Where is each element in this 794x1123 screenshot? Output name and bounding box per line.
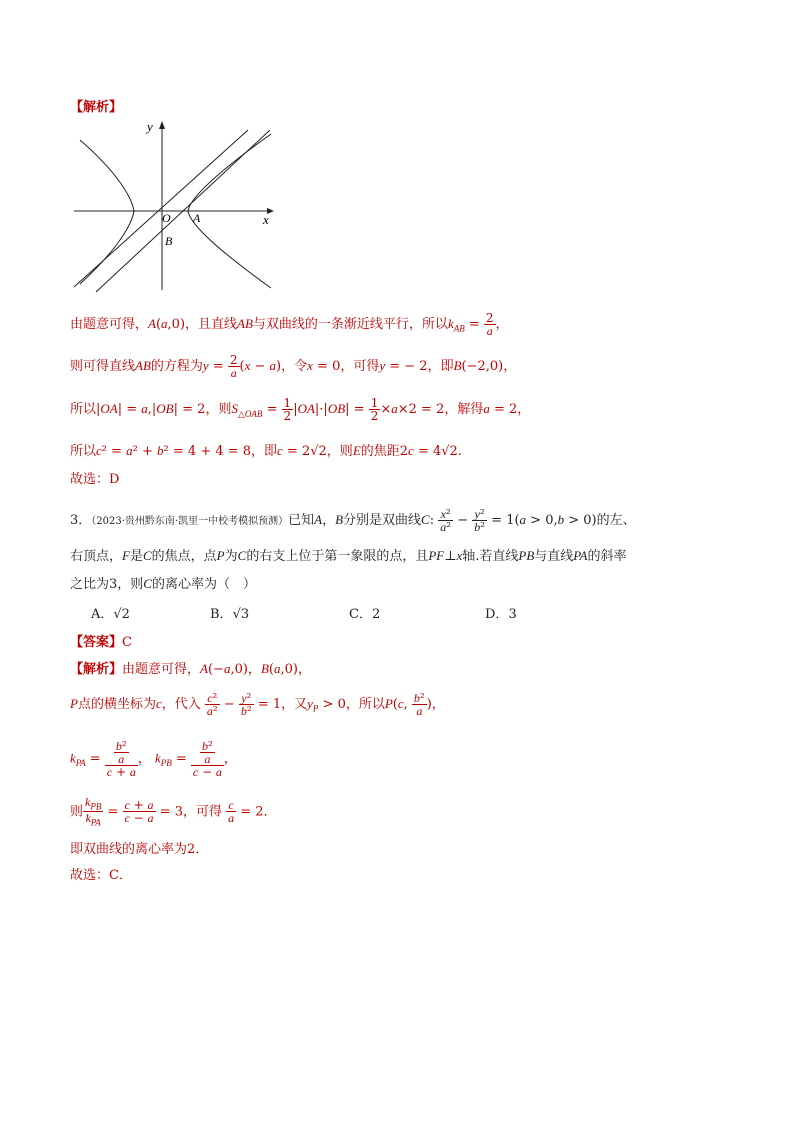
question3-line1: 3．（2023·贵州黔东南·凯里一中校考模拟预测）已知A，B分别是双曲线C: $\frac{\text{x²}}{\text{a²}}$ − $\frac{\text{y²}}{\text{b²}}$ = 1(a > 0,b > 0)的左、 (70, 507, 636, 534)
analysis1-line4: 所以c² = a² + b² = 4 + 4 = 8，即c = 2√2，则E的焦距2c = 4√2. (70, 443, 462, 459)
question3-line2: 右顶点，F是C的焦点，点P为C的右支上位于第一象限的点，且PF⊥x轴.若直线PB与直线PA的斜率 (70, 548, 627, 564)
answer-line (70, 631, 132, 650)
analysis3-line5: 即双曲线的离心率为2． (70, 842, 209, 857)
analysis3-header: 【解析】 (70, 662, 123, 677)
analysis1-choice: 故选：D (70, 472, 120, 487)
question-number: 3． (70, 513, 92, 528)
analysis1-line3: 所以|OA| = a,|OB| = 2，则$S_{\triangle OAB}$ = $\frac{1}{2}$ |OA|·|OB| = $\frac{1}{2}$ ×a×2 = 2，解得a = 2， (70, 396, 531, 423)
question-source: （2023·贵州黔东南·凯里一中校考模拟预测） (91, 516, 289, 527)
hyperbola-graph (68, 118, 280, 294)
analysis3-line3: $k_{PA}$ = $\frac{\frac{\text{b²}}{a}}{c + a}$ ， $k_{PB}$ = $\frac{\frac{\text{b²}}{a}}{c - a}$ ， (70, 739, 237, 779)
origin-label: O (162, 211, 171, 225)
option-c[interactable]: C．2 (349, 607, 381, 622)
analysis3-line2: P点的横坐标为c，代入 $\frac{\text{c²}}{\text{a²}}$ − $\frac{\text{y²}}{\text{b²}}$ = 1，又$y_P > 0$，所以P(c, $\frac{\text{b²}}{a}$ )， (70, 691, 445, 718)
option-b[interactable]: B．√3 (210, 607, 250, 622)
question3-line3: 之比为3，则C的离心率为（ ） (70, 576, 256, 592)
asymptote-line (74, 130, 248, 287)
option-d[interactable]: D．3 (485, 607, 517, 622)
answer-header: 【答案】 (70, 635, 123, 650)
analysis3-choice: 故选：C． (70, 868, 132, 883)
analysis1-line1: 由题意可得，A(a,0)，且直线AB与双曲线的一条渐近线平行，所以$k_{AB}$ = $\frac{2}{a}$ ， (70, 311, 509, 338)
x-label: x (263, 212, 269, 227)
y-axis-arrow (159, 121, 165, 129)
analysis3-line4: 则 $\frac{k_{PB}}{k_{PA}}$ = $\frac{c + a}{c - a}$ = 3，可得 $\frac{c}{a}$ = 2． (70, 795, 277, 828)
analysis1-line2: 则可得直线AB的方程为y = $\frac{2}{a}$ (x − a)，令x = 0，可得y = − 2，即B(−2,0)， (70, 353, 517, 380)
point-a-label: A (193, 211, 201, 225)
y-label: y (147, 119, 153, 134)
answer-value: C (122, 635, 132, 650)
point-b-label: B (165, 234, 173, 248)
analysis-header: 【解析】 (70, 100, 123, 115)
analysis3-line1: 【解析】由题意可得，A(−a,0)，B(a,0)， (70, 661, 311, 677)
left-branch (80, 140, 134, 284)
option-a[interactable]: A．√2 (91, 607, 130, 622)
